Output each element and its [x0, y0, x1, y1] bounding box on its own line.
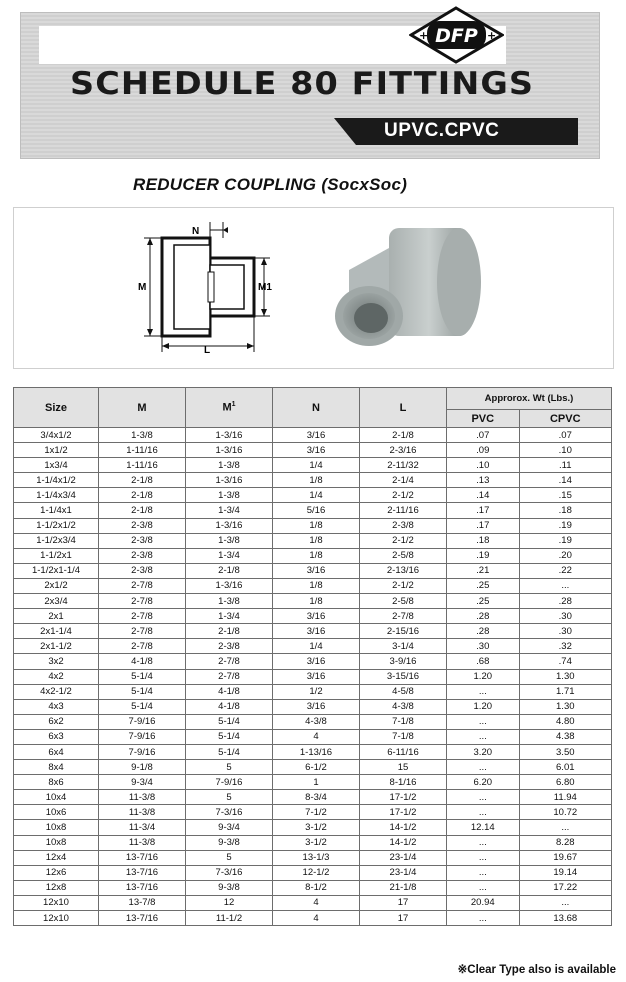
table-cell: 3/16: [273, 624, 360, 639]
table-cell: 10x6: [14, 805, 99, 820]
table-row: [14, 594, 612, 609]
table-cell: 12x10: [14, 911, 99, 926]
table-cell: ...: [519, 895, 611, 910]
dfp-logo: [409, 6, 504, 64]
table-cell: .09: [447, 443, 520, 458]
table-cell: 3/16: [273, 699, 360, 714]
table-row: [14, 699, 612, 714]
table-cell: 4.80: [519, 714, 611, 729]
table-cell: .22: [519, 563, 611, 578]
table-cell: ...: [447, 790, 520, 805]
table-cell: .15: [519, 488, 611, 503]
table-cell: .30: [519, 624, 611, 639]
table-cell: 2-7/8: [99, 594, 186, 609]
table-cell: 21-1/8: [360, 880, 447, 895]
table-cell: ...: [447, 865, 520, 880]
table-cell: 1-3/8: [99, 428, 186, 443]
table-cell: 2-11/16: [360, 503, 447, 518]
table-cell: 1-3/8: [186, 594, 273, 609]
table-row: [14, 850, 612, 865]
svg-text:+: +: [419, 29, 429, 42]
table-cell: 1/8: [273, 578, 360, 593]
table-cell: 4x2-1/2: [14, 684, 99, 699]
table-cell: 7-1/8: [360, 729, 447, 744]
table-cell: .28: [519, 594, 611, 609]
table-cell: .19: [447, 548, 520, 563]
table-cell: 1/8: [273, 594, 360, 609]
table-cell: 2-5/8: [360, 548, 447, 563]
table-cell: 2x1/2: [14, 578, 99, 593]
table-cell: .30: [447, 639, 520, 654]
table-cell: 2x3/4: [14, 594, 99, 609]
table-cell: 6x2: [14, 714, 99, 729]
table-cell: 17: [360, 911, 447, 926]
table-cell: 2-3/8: [186, 639, 273, 654]
table-cell: 14-1/2: [360, 835, 447, 850]
table-cell: 6x4: [14, 744, 99, 759]
table-cell: 4.38: [519, 729, 611, 744]
fitting-photo: [335, 228, 481, 346]
dimensions-table: [13, 387, 612, 926]
table-cell: 1-3/16: [186, 473, 273, 488]
table-cell: 1/2: [273, 684, 360, 699]
table-cell: .07: [447, 428, 520, 443]
table-cell: 2-1/2: [360, 578, 447, 593]
product-title: REDUCER COUPLING (SocxSoc): [133, 175, 408, 194]
table-row: [14, 880, 612, 895]
table-cell: 1-11/16: [99, 458, 186, 473]
table-cell: .19: [519, 518, 611, 533]
table-cell: .17: [447, 518, 520, 533]
table-cell: .25: [447, 578, 520, 593]
table-cell: 3/16: [273, 443, 360, 458]
table-cell: 8-1/2: [273, 880, 360, 895]
table-cell: 1-3/4: [186, 503, 273, 518]
table-cell: 2x1-1/4: [14, 624, 99, 639]
table-cell: 7-9/16: [186, 775, 273, 790]
table-cell: 12x10: [14, 895, 99, 910]
table-cell: 9-3/4: [186, 820, 273, 835]
table-cell: 17-1/2: [360, 790, 447, 805]
table-cell: 1.20: [447, 669, 520, 684]
table-cell: 6.80: [519, 775, 611, 790]
table-cell: 1/4: [273, 458, 360, 473]
table-cell: 10x8: [14, 820, 99, 835]
table-cell: .10: [519, 443, 611, 458]
header-size: Size: [14, 388, 99, 428]
table-row: [14, 684, 612, 699]
table-cell: 5-1/4: [99, 699, 186, 714]
table-cell: 3/16: [273, 563, 360, 578]
table-cell: 19.67: [519, 850, 611, 865]
table-cell: 2-13/16: [360, 563, 447, 578]
table-cell: .14: [447, 488, 520, 503]
header-n: N: [273, 388, 360, 428]
table-cell: 1-1/4x3/4: [14, 488, 99, 503]
table-row: [14, 518, 612, 533]
table-cell: 2-3/8: [99, 518, 186, 533]
table-cell: 3-1/2: [273, 835, 360, 850]
table-row: [14, 563, 612, 578]
table-cell: 1-1/4x1: [14, 503, 99, 518]
table-cell: 3.20: [447, 744, 520, 759]
table-cell: .25: [447, 594, 520, 609]
table-cell: 13-1/3: [273, 850, 360, 865]
table-row: [14, 729, 612, 744]
table-cell: 2-3/8: [99, 548, 186, 563]
table-cell: 2-7/8: [360, 609, 447, 624]
table-row: [14, 609, 612, 624]
table-cell: 13-7/16: [99, 911, 186, 926]
table-cell: .32: [519, 639, 611, 654]
table-cell: 9-1/8: [99, 760, 186, 775]
table-cell: 1-1/2x3/4: [14, 533, 99, 548]
table-cell: 12x4: [14, 850, 99, 865]
table-cell: .11: [519, 458, 611, 473]
header-approx-weight: Approrox. Wt (Lbs.): [447, 388, 612, 410]
table-row: [14, 865, 612, 880]
table-cell: 4-5/8: [360, 684, 447, 699]
table-row: [14, 820, 612, 835]
table-cell: 1-3/8: [186, 488, 273, 503]
table-cell: 12-1/2: [273, 865, 360, 880]
table-cell: .14: [519, 473, 611, 488]
table-cell: 4-1/8: [99, 654, 186, 669]
table-row: [14, 654, 612, 669]
table-cell: 1-1/4x1/2: [14, 473, 99, 488]
table-cell: 9-3/4: [99, 775, 186, 790]
table-cell: 3-9/16: [360, 654, 447, 669]
table-cell: 6x3: [14, 729, 99, 744]
table-row: [14, 488, 612, 503]
table-cell: .18: [519, 503, 611, 518]
table-cell: 1-11/16: [99, 443, 186, 458]
table-cell: 3/4x1/2: [14, 428, 99, 443]
table-cell: 2-3/8: [99, 533, 186, 548]
footer-note: ※Clear Type also is available: [457, 964, 616, 976]
table-cell: ...: [519, 578, 611, 593]
table-row: [14, 669, 612, 684]
table-cell: 13-7/16: [99, 850, 186, 865]
dimension-diagram: [14, 208, 613, 368]
label-m: M: [138, 282, 147, 293]
table-cell: ...: [447, 835, 520, 850]
header-cpvc: CPVC: [519, 410, 611, 428]
table-cell: 1.30: [519, 699, 611, 714]
table-cell: 1/8: [273, 473, 360, 488]
table-row: [14, 895, 612, 910]
table-cell: 12x6: [14, 865, 99, 880]
table-cell: .10: [447, 458, 520, 473]
table-cell: .17: [447, 503, 520, 518]
table-cell: 23-1/4: [360, 850, 447, 865]
table-cell: 3x2: [14, 654, 99, 669]
table-cell: 7-9/16: [99, 729, 186, 744]
table-cell: 12: [186, 895, 273, 910]
table-cell: 7-1/8: [360, 714, 447, 729]
table-cell: 5: [186, 790, 273, 805]
table-cell: .68: [447, 654, 520, 669]
table-cell: 1-3/8: [186, 533, 273, 548]
table-cell: 2-1/8: [186, 624, 273, 639]
table-cell: 2x1-1/2: [14, 639, 99, 654]
table-cell: 4: [273, 895, 360, 910]
table-cell: 1x3/4: [14, 458, 99, 473]
table-cell: ...: [447, 911, 520, 926]
table-cell: 2-1/2: [360, 488, 447, 503]
table-cell: 5-1/4: [186, 744, 273, 759]
logo-text: DFP: [435, 25, 478, 47]
table-cell: 7-1/2: [273, 805, 360, 820]
table-cell: 8x6: [14, 775, 99, 790]
table-cell: 2-3/8: [360, 518, 447, 533]
table-cell: 2x1: [14, 609, 99, 624]
table-cell: .19: [519, 533, 611, 548]
table-cell: 2-1/4: [360, 473, 447, 488]
table-cell: 4: [273, 911, 360, 926]
table-cell: 7-9/16: [99, 714, 186, 729]
table-row: [14, 443, 612, 458]
table-cell: 2-1/8: [186, 563, 273, 578]
table-cell: .13: [447, 473, 520, 488]
table-cell: 14-1/2: [360, 820, 447, 835]
table-cell: 1-1/2x1/2: [14, 518, 99, 533]
table-cell: 1-1/2x1: [14, 548, 99, 563]
table-row: [14, 473, 612, 488]
table-cell: 3-1/2: [273, 820, 360, 835]
header-m: M: [99, 388, 186, 428]
table-cell: .21: [447, 563, 520, 578]
table-row: [14, 503, 612, 518]
table-cell: .20: [519, 548, 611, 563]
table-cell: 17.22: [519, 880, 611, 895]
table-cell: 9-3/8: [186, 835, 273, 850]
table-cell: 3/16: [273, 669, 360, 684]
table-cell: 2-1/8: [99, 503, 186, 518]
table-cell: 4x3: [14, 699, 99, 714]
table-row: [14, 639, 612, 654]
label-n: N: [192, 226, 200, 237]
table-cell: 2-7/8: [186, 669, 273, 684]
table-cell: 2-15/16: [360, 624, 447, 639]
table-cell: 2-5/8: [360, 594, 447, 609]
table-cell: 6-11/16: [360, 744, 447, 759]
table-cell: 11-3/4: [99, 820, 186, 835]
table-cell: .28: [447, 609, 520, 624]
table-cell: 10x8: [14, 835, 99, 850]
table-cell: 5-1/4: [99, 684, 186, 699]
table-cell: 12x8: [14, 880, 99, 895]
table-row: [14, 835, 612, 850]
table-cell: 1: [273, 775, 360, 790]
table-cell: 20.94: [447, 895, 520, 910]
table-cell: ...: [447, 714, 520, 729]
table-cell: 1.30: [519, 669, 611, 684]
table-cell: 1/8: [273, 518, 360, 533]
table-row: [14, 911, 612, 926]
figure-panel: [13, 207, 614, 369]
table-cell: 1/8: [273, 548, 360, 563]
header-l: L: [360, 388, 447, 428]
table-cell: 1.20: [447, 699, 520, 714]
table-cell: 17: [360, 895, 447, 910]
table-cell: 4-3/8: [273, 714, 360, 729]
table-cell: 15: [360, 760, 447, 775]
table-row: [14, 775, 612, 790]
table-cell: 5-1/4: [186, 729, 273, 744]
table-cell: .74: [519, 654, 611, 669]
material-subtitle: UPVC.CPVC: [384, 120, 500, 141]
table-cell: 6-1/2: [273, 760, 360, 775]
table-cell: 1-3/8: [186, 458, 273, 473]
table-row: [14, 458, 612, 473]
table-cell: 1-3/16: [186, 443, 273, 458]
table-cell: ...: [447, 760, 520, 775]
table-cell: ...: [447, 880, 520, 895]
page-title: SCHEDULE 80 FITTINGS: [70, 66, 535, 102]
table-cell: ...: [447, 850, 520, 865]
table-cell: 3/16: [273, 654, 360, 669]
table-cell: 1-3/16: [186, 428, 273, 443]
table-cell: 2-1/2: [360, 533, 447, 548]
table-cell: 11-3/8: [99, 805, 186, 820]
table-cell: 3/16: [273, 609, 360, 624]
table-cell: 12.14: [447, 820, 520, 835]
table-cell: 4: [273, 729, 360, 744]
table-cell: 1-3/4: [186, 609, 273, 624]
table-cell: ...: [447, 729, 520, 744]
table-cell: 1/4: [273, 639, 360, 654]
table-row: [14, 760, 612, 775]
table-cell: 6.20: [447, 775, 520, 790]
table-cell: 5: [186, 850, 273, 865]
table-cell: 10x4: [14, 790, 99, 805]
header-pvc: PVC: [447, 410, 520, 428]
table-row: [14, 533, 612, 548]
table-cell: 11-3/8: [99, 835, 186, 850]
table-cell: 1-3/16: [186, 578, 273, 593]
table-row: [14, 714, 612, 729]
header-m1: $M^1$: [186, 388, 273, 428]
table-cell: 7-3/16: [186, 865, 273, 880]
table-cell: .07: [519, 428, 611, 443]
table-cell: 11-1/2: [186, 911, 273, 926]
table-cell: 4x2: [14, 669, 99, 684]
table-cell: ...: [447, 684, 520, 699]
table-cell: 11-3/8: [99, 790, 186, 805]
table-cell: 10.72: [519, 805, 611, 820]
table-cell: 2-3/16: [360, 443, 447, 458]
table-cell: 3-15/16: [360, 669, 447, 684]
svg-text:+: +: [487, 29, 497, 42]
table-cell: 2-1/8: [360, 428, 447, 443]
table-cell: 23-1/4: [360, 865, 447, 880]
table-cell: 13-7/16: [99, 880, 186, 895]
table-cell: 7-3/16: [186, 805, 273, 820]
table-cell: 2-1/8: [99, 488, 186, 503]
table-cell: 1-13/16: [273, 744, 360, 759]
table-cell: 2-7/8: [186, 654, 273, 669]
table-row: [14, 578, 612, 593]
table-cell: 19.14: [519, 865, 611, 880]
table-row: [14, 744, 612, 759]
table-cell: 2-7/8: [99, 578, 186, 593]
label-l: L: [204, 345, 211, 356]
table-cell: 13-7/8: [99, 895, 186, 910]
table-cell: 1-1/2x1-1/4: [14, 563, 99, 578]
table-row: [14, 805, 612, 820]
table-cell: 3/16: [273, 428, 360, 443]
table-cell: 8-3/4: [273, 790, 360, 805]
table-cell: 4-1/8: [186, 699, 273, 714]
table-cell: 8-1/16: [360, 775, 447, 790]
table-cell: 1.71: [519, 684, 611, 699]
table-row: [14, 428, 612, 443]
table-cell: 5-1/4: [186, 714, 273, 729]
table-cell: 2-11/32: [360, 458, 447, 473]
table-cell: 1-3/4: [186, 548, 273, 563]
table-cell: 17-1/2: [360, 805, 447, 820]
table-cell: 8x4: [14, 760, 99, 775]
table-cell: .30: [519, 609, 611, 624]
table-cell: 4-3/8: [360, 699, 447, 714]
table-cell: 2-1/8: [99, 473, 186, 488]
table-cell: 13.68: [519, 911, 611, 926]
table-cell: .28: [447, 624, 520, 639]
table-cell: 1-3/16: [186, 518, 273, 533]
table-cell: 4-1/8: [186, 684, 273, 699]
table-cell: 2-3/8: [99, 563, 186, 578]
table-cell: 1/8: [273, 533, 360, 548]
table-cell: 5-1/4: [99, 669, 186, 684]
table-cell: 5/16: [273, 503, 360, 518]
table-cell: 1/4: [273, 488, 360, 503]
table-row: [14, 790, 612, 805]
table-cell: ...: [519, 820, 611, 835]
table-cell: 11.94: [519, 790, 611, 805]
table-row: [14, 624, 612, 639]
table-cell: 2-7/8: [99, 609, 186, 624]
label-m1: M1: [258, 282, 272, 293]
table-cell: 2-7/8: [99, 639, 186, 654]
table-cell: .18: [447, 533, 520, 548]
table-cell: 5: [186, 760, 273, 775]
table-cell: 1x1/2: [14, 443, 99, 458]
table-cell: 9-3/8: [186, 880, 273, 895]
table-cell: 3-1/4: [360, 639, 447, 654]
table-cell: ...: [447, 805, 520, 820]
table-cell: 6.01: [519, 760, 611, 775]
table-cell: 8.28: [519, 835, 611, 850]
table-cell: 3.50: [519, 744, 611, 759]
table-cell: 2-7/8: [99, 624, 186, 639]
table-cell: 7-9/16: [99, 744, 186, 759]
table-cell: 13-7/16: [99, 865, 186, 880]
table-row: [14, 548, 612, 563]
